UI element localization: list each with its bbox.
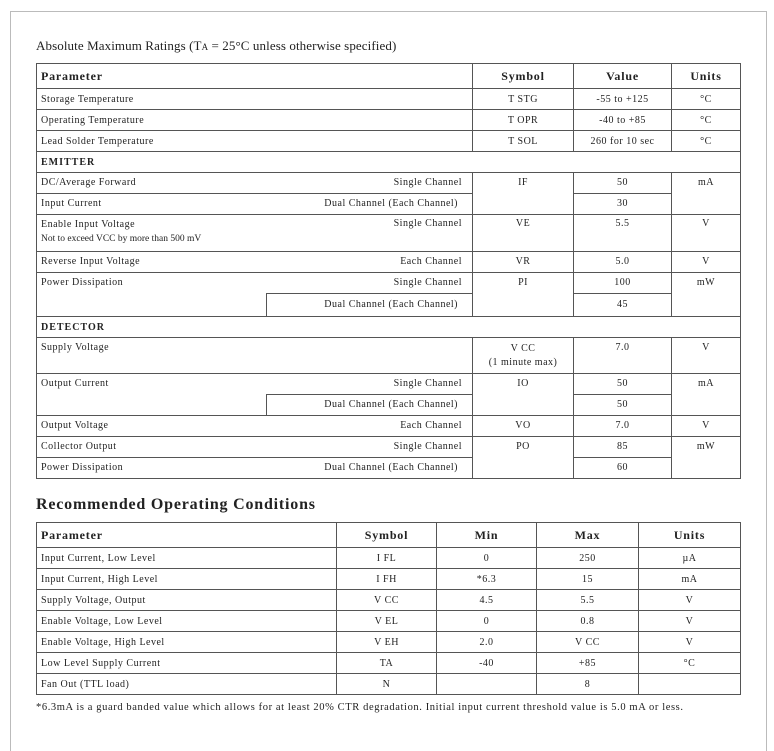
symbol-cell: PI xyxy=(473,273,574,317)
value-cell: 260 for 10 sec xyxy=(574,131,672,152)
units-cell: °C xyxy=(672,110,741,131)
symbol-cell: IF xyxy=(473,173,574,215)
param-cell: Enable Voltage, High Level xyxy=(37,632,337,653)
value-cell: 50 xyxy=(574,173,672,194)
table-row xyxy=(37,173,741,194)
value-cell: 7.0 xyxy=(574,338,672,374)
units-cell: mA xyxy=(639,569,741,590)
condition-cell: Dual Channel (Each Channel) xyxy=(267,395,473,416)
units-cell: V xyxy=(672,416,741,437)
value-cell: 7.0 xyxy=(574,416,672,437)
header-units: Units xyxy=(639,523,741,548)
param-cell: DC/Average Forward xyxy=(37,173,267,194)
units-cell: mW xyxy=(672,437,741,479)
units-cell: mA xyxy=(672,374,741,416)
table-row xyxy=(37,674,741,695)
table-row xyxy=(37,569,741,590)
value-cell: 50 xyxy=(574,374,672,395)
param-cell: Reverse Input Voltage xyxy=(37,252,267,273)
min-cell: 0 xyxy=(437,548,537,569)
symbol-cell: T OPR xyxy=(473,110,574,131)
param-cell: Low Level Supply Current xyxy=(37,653,337,674)
units-cell: V xyxy=(672,338,741,374)
param-note: Not to exceed VCC by more than 500 mV xyxy=(41,234,202,244)
symbol-cell: VE xyxy=(473,215,574,252)
max-cell: V CC xyxy=(537,632,639,653)
param-cell: Power Dissipation xyxy=(37,273,267,317)
condition-cell: Single Channel xyxy=(267,173,473,194)
symbol-cell: TA xyxy=(337,653,437,674)
table-row xyxy=(37,548,741,569)
table-row xyxy=(37,374,741,395)
condition-cell: Each Channel xyxy=(267,252,473,273)
max-cell: 0.8 xyxy=(537,611,639,632)
value-cell: -40 to +85 xyxy=(574,110,672,131)
condition-cell: Dual Channel (Each Channel) xyxy=(267,194,473,215)
min-cell xyxy=(437,674,537,695)
units-cell xyxy=(639,674,741,695)
min-cell: -40 xyxy=(437,653,537,674)
symbol-cell: I FH xyxy=(337,569,437,590)
symbol-cell: N xyxy=(337,674,437,695)
max-cell: 15 xyxy=(537,569,639,590)
condition-cell: Single Channel xyxy=(267,273,473,294)
header-symbol: Symbol xyxy=(473,64,574,89)
max-cell: 250 xyxy=(537,548,639,569)
section-row xyxy=(37,152,741,173)
param-cell: Storage Temperature xyxy=(37,89,473,110)
param-cell: Input Current, High Level xyxy=(37,569,337,590)
table-row xyxy=(37,215,741,252)
condition-cell: Each Channel xyxy=(267,416,473,437)
condition-cell: Single Channel xyxy=(267,437,473,458)
value-cell: 60 xyxy=(574,458,672,479)
value-cell: 100 xyxy=(574,273,672,294)
recommended-operating-conditions-table xyxy=(36,522,741,695)
max-cell: 5.5 xyxy=(537,590,639,611)
header-parameter: Parameter xyxy=(37,523,337,548)
value-cell: 85 xyxy=(574,437,672,458)
header-max: Max xyxy=(537,523,639,548)
table-row xyxy=(37,110,741,131)
table-row xyxy=(37,89,741,110)
table-row xyxy=(37,632,741,653)
symbol-cell: T SOL xyxy=(473,131,574,152)
units-cell: V xyxy=(639,632,741,653)
value-cell: 5.5 xyxy=(574,215,672,252)
header-units: Units xyxy=(672,64,741,89)
param-cell: Lead Solder Temperature xyxy=(37,131,473,152)
param-cell: Output Voltage xyxy=(37,416,267,437)
condition-cell: Single Channel xyxy=(267,215,473,252)
max-cell: +85 xyxy=(537,653,639,674)
symbol-cell: T STG xyxy=(473,89,574,110)
value-cell: 50 xyxy=(574,395,672,416)
condition-cell: Single Channel xyxy=(267,374,473,395)
min-cell: *6.3 xyxy=(437,569,537,590)
table-row xyxy=(37,252,741,273)
value-cell: 30 xyxy=(574,194,672,215)
table-row xyxy=(37,458,741,479)
units-cell: µA xyxy=(639,548,741,569)
units-cell: mA xyxy=(672,173,741,215)
param-cell: Output Current xyxy=(37,374,267,416)
table-row xyxy=(37,653,741,674)
table-row xyxy=(37,131,741,152)
section-detector: DETECTOR xyxy=(37,317,741,338)
units-cell: °C xyxy=(672,89,741,110)
param-cell: Fan Out (TTL load) xyxy=(37,674,337,695)
min-cell: 2.0 xyxy=(437,632,537,653)
condition-cell: Dual Channel (Each Channel) xyxy=(267,294,473,317)
units-cell: V xyxy=(639,590,741,611)
units-cell: V xyxy=(672,215,741,252)
param-cell: Supply Voltage, Output xyxy=(37,590,337,611)
table-row xyxy=(37,437,741,458)
header-min: Min xyxy=(437,523,537,548)
header-parameter: Parameter xyxy=(37,64,473,89)
section-row xyxy=(37,317,741,338)
table-header-row xyxy=(37,523,741,548)
section-emitter: EMITTER xyxy=(37,152,741,173)
value-cell: -55 to +125 xyxy=(574,89,672,110)
table-row xyxy=(37,416,741,437)
absolute-max-ratings-table xyxy=(36,63,741,479)
param-cell xyxy=(37,215,267,252)
units-cell: V xyxy=(639,611,741,632)
symbol-cell: VR xyxy=(473,252,574,273)
table-row xyxy=(37,590,741,611)
amr-title: Absolute Maximum Ratings (TA = 25°C unless otherwise specified) xyxy=(36,38,397,53)
table-row xyxy=(37,338,741,374)
param-cell: Power Dissipation xyxy=(37,458,267,479)
symbol-cell xyxy=(473,338,574,374)
symbol-cell: PO xyxy=(473,437,574,479)
min-cell: 4.5 xyxy=(437,590,537,611)
param-cell: Operating Temperature xyxy=(37,110,473,131)
table-row xyxy=(37,194,741,215)
max-cell: 8 xyxy=(537,674,639,695)
table-header-row xyxy=(37,64,741,89)
symbol-line: V CC xyxy=(510,343,536,354)
symbol-note: (1 minute max) xyxy=(488,357,558,368)
condition-cell: Dual Channel (Each Channel) xyxy=(267,458,473,479)
table-row xyxy=(37,273,741,294)
param-cell: Enable Voltage, Low Level xyxy=(37,611,337,632)
value-cell: 5.0 xyxy=(574,252,672,273)
min-cell: 0 xyxy=(437,611,537,632)
symbol-cell: VO xyxy=(473,416,574,437)
symbol-cell: IO xyxy=(473,374,574,416)
units-cell: °C xyxy=(639,653,741,674)
header-value: Value xyxy=(574,64,672,89)
symbol-cell: V EH xyxy=(337,632,437,653)
roc-title: Recommended Operating Conditions xyxy=(36,496,316,513)
param-cell: Supply Voltage xyxy=(37,338,473,374)
param-cell: Input Current, Low Level xyxy=(37,548,337,569)
symbol-cell: I FL xyxy=(337,548,437,569)
param-cell: Collector Output xyxy=(37,437,267,458)
table-row xyxy=(37,611,741,632)
footnote: *6.3mA is a guard banded value which allows for at least 20% CTR degradation. Initial input current threshold value is 5.0 mA or less. xyxy=(36,702,684,713)
value-cell: 45 xyxy=(574,294,672,317)
units-cell: V xyxy=(672,252,741,273)
header-symbol: Symbol xyxy=(337,523,437,548)
param-line: Enable Input Voltage xyxy=(41,219,136,230)
symbol-cell: V EL xyxy=(337,611,437,632)
units-cell: °C xyxy=(672,131,741,152)
units-cell: mW xyxy=(672,273,741,317)
param-cell: Input Current xyxy=(37,194,267,215)
symbol-cell: V CC xyxy=(337,590,437,611)
